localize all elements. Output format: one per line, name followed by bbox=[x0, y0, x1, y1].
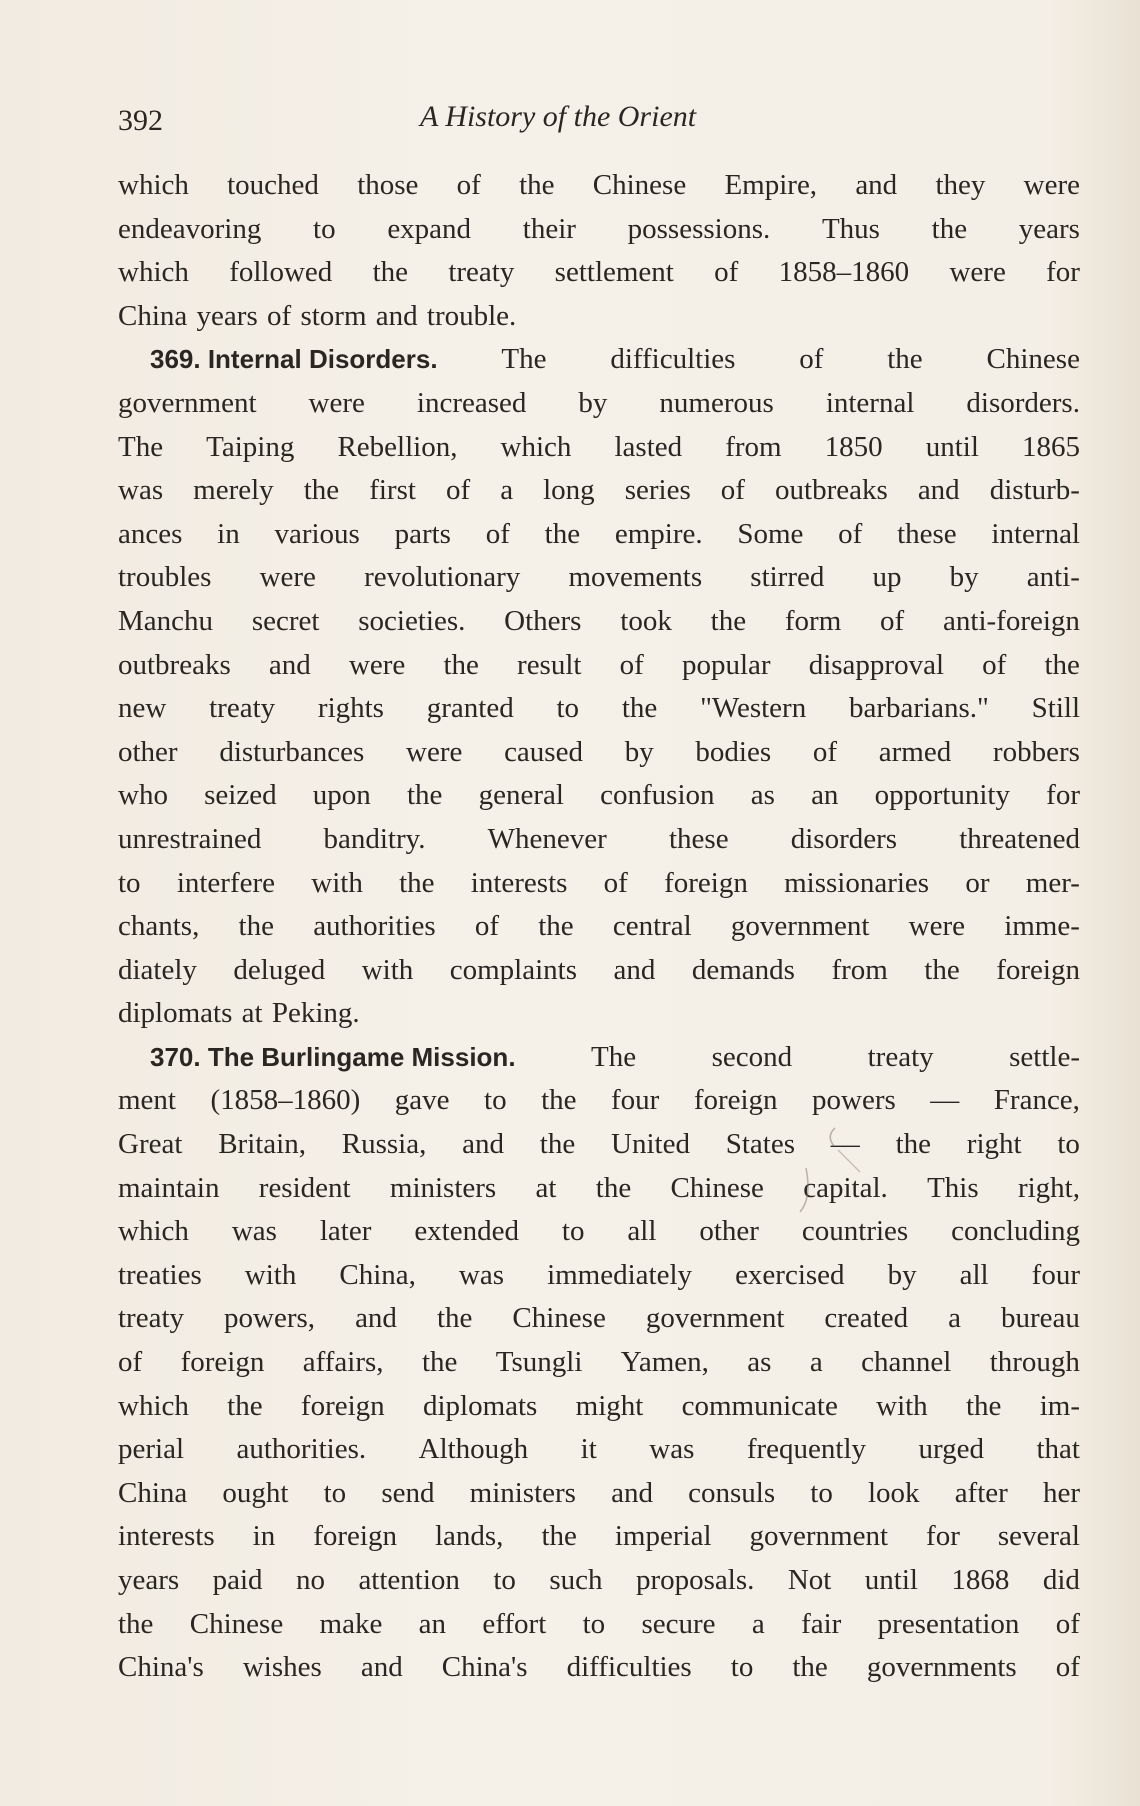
body-text bbox=[118, 164, 1080, 1690]
text-line: maintain resident ministers at the Chinese capital. This right, bbox=[118, 1171, 1080, 1204]
text-line: China ought to send ministers and consuls to look after her bbox=[118, 1476, 1080, 1509]
text-line: the Chinese make an effort to secure a fair presentation of bbox=[118, 1607, 1080, 1640]
section-heading: 369. Internal Disorders. bbox=[150, 344, 438, 375]
text-line: new treaty rights granted to the "Western barbarians." Still bbox=[118, 692, 1080, 725]
text-line: interests in foreign lands, the imperial government for several bbox=[118, 1520, 1080, 1553]
text-line: diplomats at Peking. bbox=[118, 997, 360, 1030]
text-line: outbreaks and were the result of popular disapproval of the bbox=[118, 648, 1080, 681]
text-line: diately deluged with complaints and demands from the foreign bbox=[118, 953, 1080, 986]
text-line: endeavoring to expand their possessions. Thus the years bbox=[118, 212, 1080, 245]
running-title: A History of the Orient bbox=[420, 100, 697, 133]
text-line: 370. The Burlingame Mission. The second treaty settle- bbox=[118, 1036, 1080, 1080]
text-line: which the foreign diplomats might communicate with the im- bbox=[118, 1389, 1080, 1422]
text-line: treaties with China, was immediately exercised by all four bbox=[118, 1258, 1080, 1291]
text-line: was merely the first of a long series of outbreaks and disturb- bbox=[118, 474, 1080, 507]
text-line: China years of storm and trouble. bbox=[118, 299, 517, 332]
text-line: troubles were revolutionary movements stirred up by anti- bbox=[118, 561, 1080, 594]
text-line: The Taiping Rebellion, which lasted from 1850 until 1865 bbox=[118, 430, 1080, 463]
text-line: which followed the treaty settlement of 1858–1860 were for bbox=[118, 256, 1080, 289]
text-line: treaty powers, and the Chinese government created a bureau bbox=[118, 1302, 1080, 1335]
text-line: China's wishes and China's difficulties to the governments of bbox=[118, 1651, 1080, 1684]
text-line: unrestrained banditry. Whenever these disorders threatened bbox=[118, 822, 1080, 855]
text-line: which touched those of the Chinese Empire, and they were bbox=[118, 169, 1080, 201]
text-line: ances in various parts of the empire. Some of these internal bbox=[118, 517, 1080, 550]
text-line: who seized upon the general confusion as an opportunity for bbox=[118, 779, 1080, 812]
text-line: Great Britain, Russia, and the United States — the right to bbox=[118, 1128, 1080, 1161]
page-number: 392 bbox=[118, 104, 163, 137]
text-line: Manchu secret societies. Others took the form of anti-foreign bbox=[118, 604, 1080, 637]
text-line: years paid no attention to such proposals. Not until 1868 did bbox=[118, 1564, 1080, 1596]
text-line: government were increased by numerous internal disorders. bbox=[118, 386, 1080, 419]
text-line: other disturbances were caused by bodies of armed robbers bbox=[118, 735, 1080, 768]
text-line: chants, the authorities of the central government were imme- bbox=[118, 910, 1080, 943]
text-line: ment (1858–1860) gave to the four foreign powers — France, bbox=[118, 1084, 1080, 1117]
text-line: of foreign affairs, the Tsungli Yamen, as a channel through bbox=[118, 1346, 1080, 1379]
section-heading: 370. The Burlingame Mission. bbox=[150, 1041, 516, 1072]
text-line: to interfere with the interests of foreign missionaries or mer- bbox=[118, 866, 1080, 899]
text-line: 369. Internal Disorders. The difficulties of the Chinese bbox=[118, 338, 1080, 382]
text-line: perial authorities. Although it was frequently urged that bbox=[118, 1433, 1080, 1466]
text-line: which was later extended to all other countries concluding bbox=[118, 1215, 1080, 1248]
page-header bbox=[118, 100, 1078, 140]
